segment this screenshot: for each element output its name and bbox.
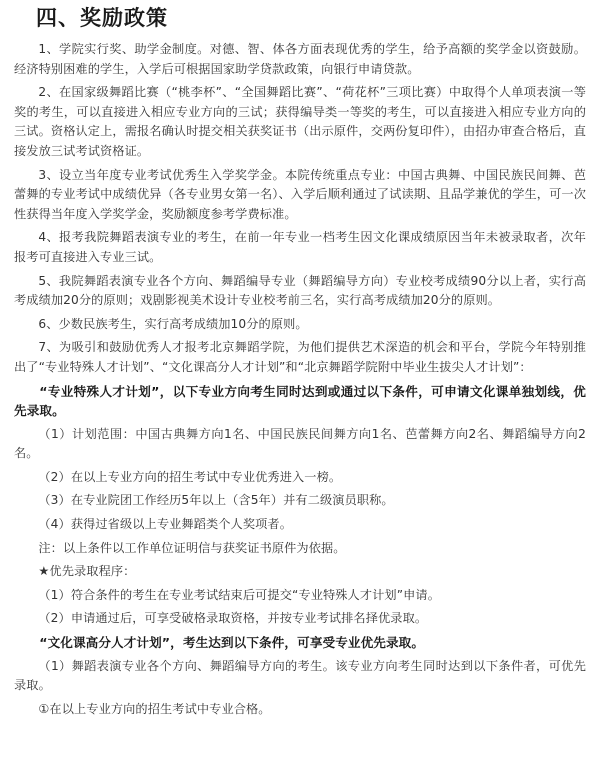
- plan2-heading: “文化课高分人才计划”，考生达到以下条件，可享受专业优先录取。: [39, 635, 425, 651]
- paragraph-2: 2、在国家级舞蹈比赛（“桃李杯”、“全国舞蹈比赛”、“荷花杯”三项比赛）中取得个人单项表演一等奖的考生，可以直接进入相应专业方向的三试；获得编导类一等奖的考生，可以直接进入相应专业方向的三试。资格认定上，需报名确认时提交相关获奖证书（出示原件，交两份复印件），由招办审查合格后，直接发放三试考试资格证。: [14, 85, 586, 158]
- plan1-procedure-title: ★优先录取程序：: [38, 564, 136, 579]
- plan1-note: 注：以上条件以工作单位证明信与获奖证书原件为依据。: [38, 540, 346, 555]
- paragraph-5: 5、我院舞蹈表演专业各个方向、舞蹈编导专业（舞蹈编导方向）专业校考成绩90分以上者，实行高考成绩加20分的原则；戏剧影视美术设计专业校考前三名，实行高考成绩加20分的原则。: [14, 273, 586, 308]
- plan2-item-2: ①在以上专业方向的招生考试中专业合格。: [38, 701, 271, 716]
- paragraph-7: 7、为吸引和鼓励优秀人才报考北京舞蹈学院，为他们提供艺术深造的机会和平台，学院今年特别推出了“专业特殊人才计划”、“文化课高分人才计划”和“北京舞蹈学院附中毕业生拔尖人才计划”：: [14, 340, 586, 374]
- paragraph-3: 3、设立当年度专业考试优秀生入学奖学金。本院传统重点专业：中国古典舞、中国民族民间舞、芭蕾舞的专业考试中成绩优异（各专业男女第一名）、入学后顺利通过了试读期、且品学兼优的学生，可一次性获得当年度入学奖学金，奖励额度参考学费标准。: [14, 167, 586, 221]
- plan1-item-4: （4）获得过省级以上专业舞蹈类个人奖项者。: [38, 517, 292, 532]
- plan1-item-2: （2）在以上专业方向的招生考试中专业优秀进入一榜。: [38, 469, 342, 484]
- section-title: 四、奖励政策: [36, 6, 168, 30]
- plan1-heading: “专业特殊人才计划”，以下专业方向考生同时达到或通过以下条件，可申请文化课单独划线，优先录取。: [14, 383, 586, 419]
- paragraph-4: 4、报考我院舞蹈表演专业的考生，在前一年专业一档考生因文化课成绩原因当年未被录取者，次年报考可直接进入专业三试。: [14, 230, 586, 264]
- paragraph-1: 1、学院实行奖、助学金制度。对德、智、体各方面表现优秀的学生，给予高额的奖学金以资鼓励。经济特别困难的学生，入学后可根据国家助学贷款政策，向银行申请贷款。: [14, 42, 586, 76]
- plan1-procedure-2: （2）申请通过后，可享受破格录取资格，并按专业考试排名择优录取。: [38, 611, 428, 626]
- plan1-procedure-1: （1）符合条件的考生在专业考试结束后可提交“专业特殊人才计划”申请。: [38, 587, 440, 602]
- plan1-item-1: （1）计划范围：中国古典舞方向1名、中国民族民间舞方向1名、芭蕾舞方向2名、舞蹈编导方向2名。: [14, 426, 586, 461]
- plan2-item-1: （1）舞蹈表演专业各个方向、舞蹈编导方向的考生。该专业方向考生同时达到以下条件者，可优先录取。: [14, 658, 586, 693]
- paragraph-6: 6、少数民族考生，实行高考成绩加10分的原则。: [38, 316, 308, 331]
- plan1-item-3: （3）在专业院团工作经历5年以上（含5年）并有二级演员职称。: [38, 493, 394, 508]
